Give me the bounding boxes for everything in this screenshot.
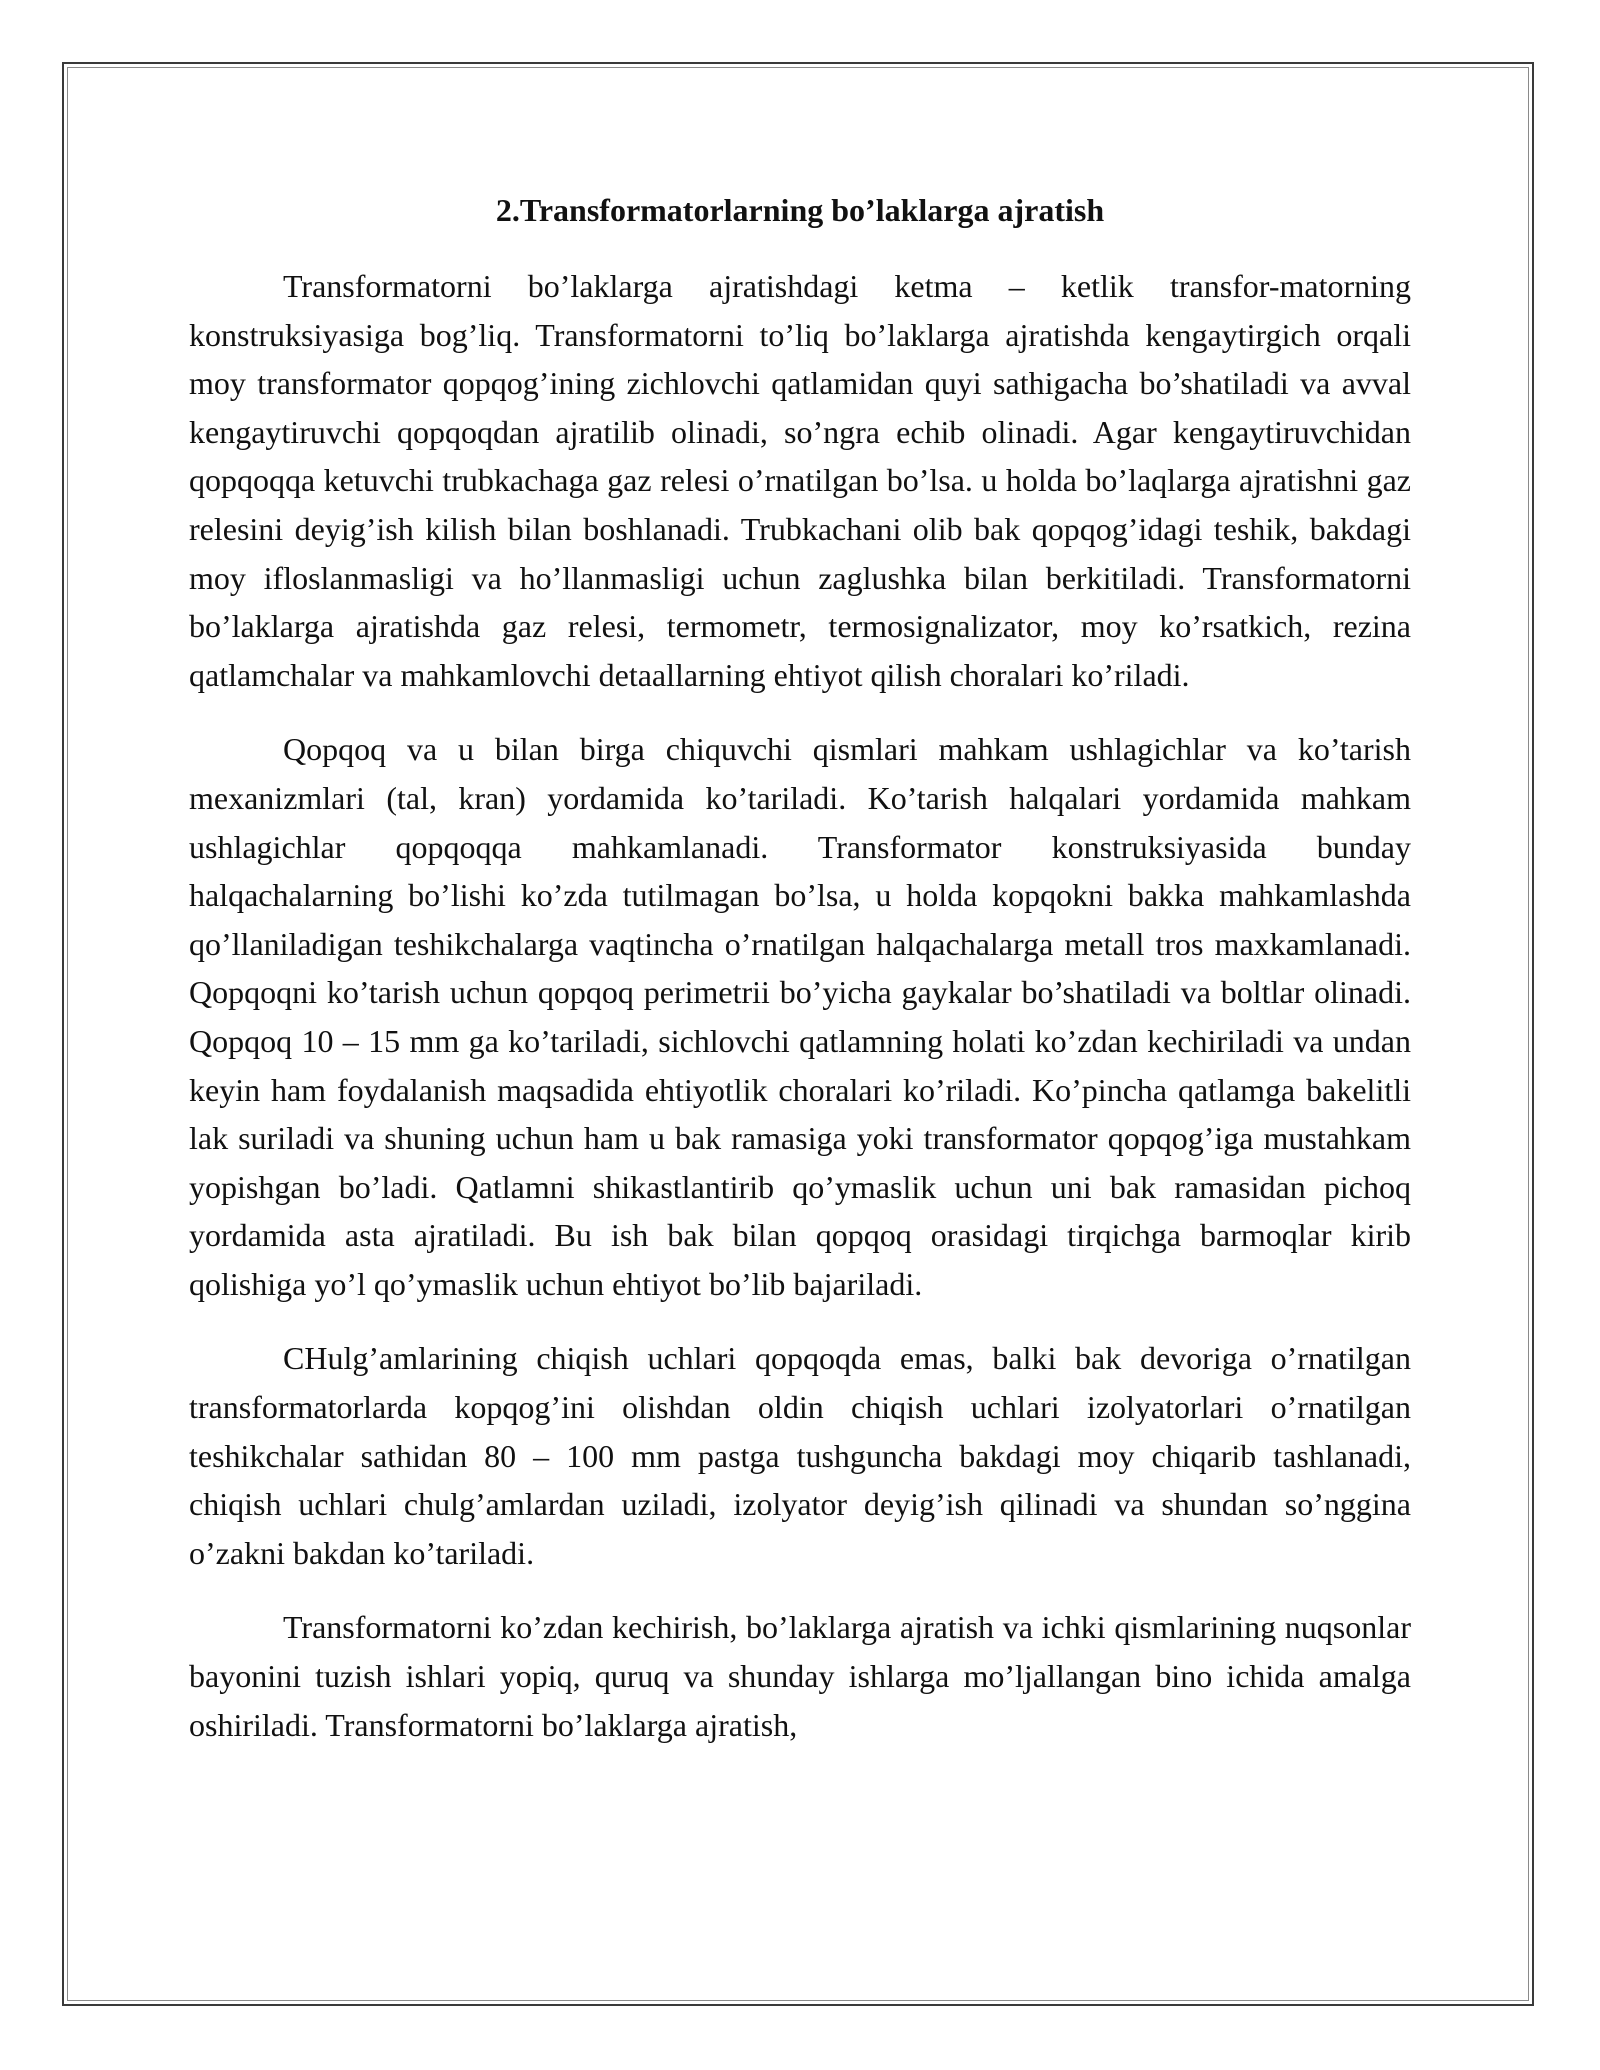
paragraph-2: Qopqoq va u bilan birga chiquvchi qismlari mahkam ushlagichlar va ko’tarish mexanizmlari (tal, kran) yordamida ko’tariladi. Ko’tarish halqalari yordamida mahkam ushlagichlar qopqoqqa mahkamlanadi. Transformator konstruksiyasida bunday halqachalarning bo’lishi ko’zda tutilmagan bo’lsa, u holda kopqokni bakka mahkamlashda qo’llaniladigan teshikchalarga vaqtincha o’rnatilgan halqachalarga metall tros maxkamlanadi. Qopqoqni ko’tarish uchun qopqoq perimetrii bo’yicha gaykalar bo’shatiladi va boltlar olinadi. Qopqoq 10 – 15 mm ga ko’tariladi, sichlovchi qatlamning holati ko’zdan kechiriladi va undan keyin ham foydalanish maqsadida ehtiyotlik choralari ko’riladi. Ko’pincha qatlamga bakelitli lak suriladi va shuning uchun ham u bak ramasiga yoki transformator qopqog’iga mustahkam yopishgan bo’ladi. Qatlamni shikastlantirib qo’ymaslik uchun uni bak ramasidan pichoq yordamida asta ajratiladi. Bu ish bak bilan qopqoq orasidagi tirqichga barmoqlar kirib qolishiga yo’l qo’ymaslik uchun ehtiyot bo’lib bajariladi. [189, 731, 1411, 1302]
paragraph-3: CHulg’amlarining chiqish uchlari qopqoqda emas, balki bak devoriga o’rnatilgan transformatorlarda kopqog’ini olishdan oldin chiqish uchlari izolyatorlari o’rnatilgan teshikchalar sathidan 80 – 100 mm pastga tushguncha bakdagi moy chiqarib tashlanadi, chiqish uchlari chulg’amlardan uziladi, izolyator deyig’ish qilinadi va shundan so’nggina o’zakni bakdan ko’tariladi. [189, 1340, 1411, 1571]
document-title: 2.Transformatorlarning bo’laklarga ajratish [495, 192, 1105, 228]
document-body [189, 186, 1411, 1775]
paragraph-1: Transformatorni bo’laklarga ajratishdagi ketma – ketlik transfor-matorning konstruksiyasiga bog’liq. Transformatorni to’liq bo’laklarga ajratishda kengaytirgich orqali moy transformator qopqog’ining zichlovchi qatlamidan quyi sathigacha bo’shatiladi va avval kengaytiruvchi qopqoqdan ajratilib olinadi, so’ngra echib olinadi. Agar kengaytiruvchidan qopqoqqa ketuvchi trubkachaga gaz relesi o’rnatilgan bo’lsa. u holda bo’laqlarga ajratishni gaz relesini deyig’ish kilish bilan boshlanadi. Trubkachani olib bak qopqog’idagi teshik, bakdagi moy ifloslanmasligi va ho’llanmasligi uchun zaglushka bilan berkitiladi. Transformatorni bo’laklarga ajratishda gaz relesi, termometr, termosignalizator, moy ko’rsatkich, rezina qatlamchalar va mahkamlovchi detaallarning ehtiyot qilish choralari ko’riladi. [189, 268, 1411, 693]
paragraph-4: Transformatorni ko’zdan kechirish, bo’laklarga ajratish va ichki qismlarining nuqsonlar bayonini tuzish ishlari yopiq, quruq va shunday ishlarga mo’ljallangan bino ichida amalga oshiriladi. Transformatorni bo’laklarga ajratish, [189, 1609, 1411, 1743]
